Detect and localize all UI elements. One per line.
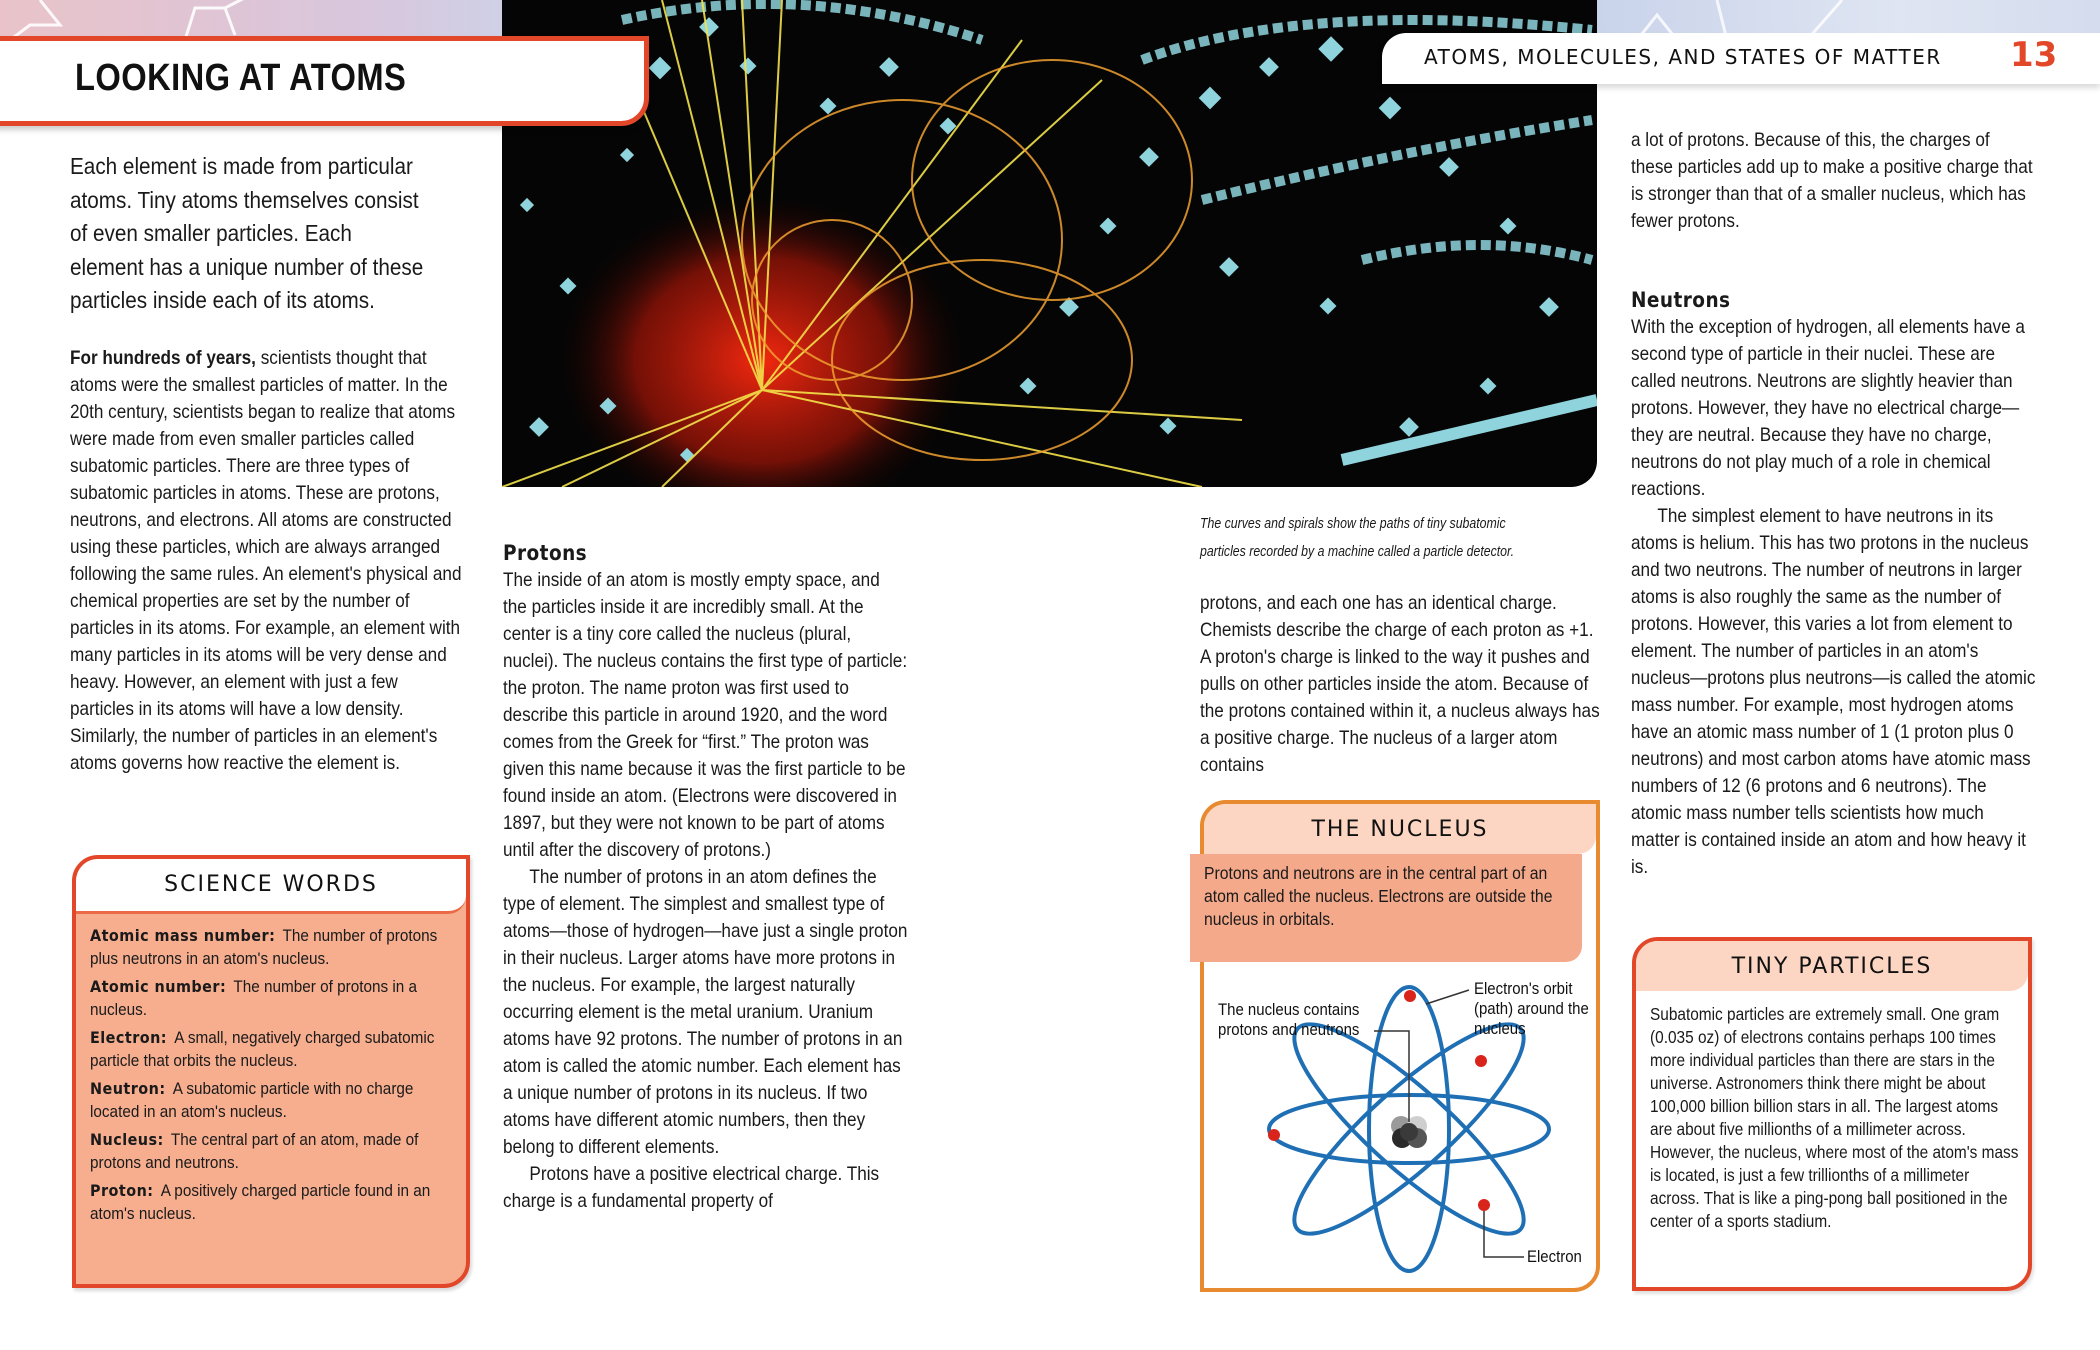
intro-lead: Each element is made from particular atoms. Tiny atoms themselves consist of even smaller particles. Each element has a unique number of these particles inside each of its atoms.: [70, 153, 424, 313]
glossary-term: Electron:: [90, 1028, 168, 1047]
nucleus-text: Protons and neutrons are in the central part of an atom called the nucleus. Electrons are outside the nucleus in orbitals.: [1204, 863, 1553, 929]
glossary-term: Atomic mass number:: [90, 926, 276, 945]
neutrons-heading: Neutrons: [1631, 288, 1731, 312]
electron-label: Electron: [1527, 1247, 1582, 1266]
protons-heading: Protons: [503, 541, 588, 565]
glossary-term: Neutron:: [90, 1079, 166, 1098]
glossary-definition: A subatomic particle with no charge located in an atom's nucleus.: [90, 1079, 414, 1121]
glossary-term: Nucleus:: [90, 1130, 164, 1149]
tiny-particles-box: [1632, 937, 2032, 1291]
glossary-definition: A positively charged particle found in an atom's nucleus.: [90, 1181, 431, 1223]
intro-paragraph: [70, 345, 462, 777]
nucleus-label: The nucleus contains protons and neutrons: [1218, 1000, 1360, 1039]
page-title: LOOKING AT ATOMS: [75, 57, 407, 99]
chapter-title: ATOMS, MOLECULES, AND STATES OF MATTER: [1424, 45, 1942, 69]
glossary-item: [90, 1179, 450, 1225]
protons-paragraph-2: The number of protons in an atom defines the type of element. The simplest and smallest type of atoms—those of hydrogen—have just a single proton in their nucleus. Larger atoms have more protons in the nucleus. For example, the largest naturally occurring element is the metal uranium. Uranium atoms have 92 protons. The number of protons in an atom is called the atomic number. Each element has a unique number of protons in its nucleus. If two atoms have different atomic numbers, then they belong to different elements.: [503, 866, 908, 1158]
glossary-definition: The number of protons in a nucleus.: [90, 977, 418, 1019]
glossary-item: [90, 975, 450, 1021]
nucleus-title: THE NUCLEUS: [1311, 817, 1489, 842]
photo-caption: The curves and spirals show the paths of tiny subatomic particles recorded by a machine called a particle detector.: [1200, 515, 1515, 560]
glossary-item: [90, 924, 450, 970]
running-header: [1382, 33, 2100, 84]
glossary-item: [90, 1077, 450, 1123]
glossary-definition: A small, negatively charged subatomic particle that orbits the nucleus.: [90, 1028, 435, 1070]
protons-section: [503, 540, 908, 1215]
header-background-left: [0, 0, 502, 40]
intro-bold-start: For hundreds of years,: [70, 347, 256, 369]
glossary-item: [90, 1128, 450, 1174]
science-words-header: [76, 859, 466, 914]
glossary-item: [90, 1026, 450, 1072]
neutrons-section: [1631, 287, 2036, 881]
intro-text: scientists thought that atoms were the smallest particles of matter. In the 20th century, scientists began to realize that atoms were made from even smaller particles called subatomic particles. There are three types of subatomic particles in atoms. These are protons, neutrons, and electrons. All atoms are constructed using these particles, which are always arranged following the same rules. An element's physical and chemical properties are set by the number of particles in its atoms. For example, an element with many particles in its atoms will be very dense and heavy. However, an element with just a few particles in its atoms will have a low density. Similarly, the number of particles in an element's atoms governs how reactive the element is.: [70, 347, 462, 774]
protons-continued-end: a lot of protons. Because of this, the charges of these particles add up to make a positive charge that is stronger than that of a smaller nucleus, which has fewer protons.: [1631, 129, 2033, 232]
glossary-term: Atomic number:: [90, 977, 227, 996]
page-title-bar: [0, 36, 649, 126]
atom-diagram: [1204, 804, 1596, 1288]
glossary-term: Proton:: [90, 1181, 154, 1200]
protons-paragraph-1: The inside of an atom is mostly empty space, and the particles inside it are incredibly small. At the center is a tiny core called the nucleus (plural, nuclei). The nucleus contains the first type of particle: the proton. The name proton was first used to describe this particle in around 1920, and the word comes from the Greek for “first.” The proton was given this name because it was the first particle to be found inside an atom. (Electrons were discovered in 1897, but they were not known to be part of atoms until after the discovery of protons.): [503, 569, 908, 861]
neutrons-paragraph-1: With the exception of hydrogen, all elements have a second type of particle in their nuclei. These are called neutrons. Neutrons are slightly heavier than protons. However, they have no electrical charge—they are neutral. Because they have no charge, neutrons do not play much of a role in chemical reactions.: [1631, 316, 2025, 500]
protons-continued: protons, and each one has an identical charge. Chemists describe the charge of each proton as +1. A proton's charge is linked to the way it pushes and pulls on other particles inside the atom. Because of the protons contained within it, a nucleus always has a positive charge. The nucleus of a larger atom contains: [1200, 592, 1600, 776]
glossary-definition: The central part of an atom, made of protons and neutrons.: [90, 1130, 419, 1172]
tiny-particles-header: [1636, 941, 2028, 991]
tiny-particles-title: TINY PARTICLES: [1731, 954, 1933, 979]
science-words-title: SCIENCE WORDS: [164, 872, 378, 897]
tiny-particles-text: Subatomic particles are extremely small. One gram (0.035 oz) of electrons contains perhaps 100 times more individual particles than there are stars in the universe. Astronomers think there might be about 100,000 billion billion stars in all. The largest atoms are about five millionths of a millimeter across. However, the nucleus, where most of the atom's mass is located, is just a few trillionths of a millimeter across. That is like a ping-pong ball positioned in the center of a sports stadium.: [1650, 1004, 2019, 1231]
hexagon-pattern-icon: [0, 0, 502, 40]
science-words-box: [72, 855, 470, 1288]
page-number: 13: [2010, 35, 2058, 75]
nucleus-box: [1200, 800, 1600, 1292]
orbit-label: Electron's orbit (path) around the nucleus: [1474, 979, 1589, 1038]
glossary-list: [76, 914, 466, 1225]
glossary-definition: The number of protons plus neutrons in an atom's nucleus.: [90, 926, 438, 968]
protons-paragraph-3: Protons have a positive electrical charge. This charge is a fundamental property of: [503, 1163, 880, 1212]
neutrons-paragraph-2: The simplest element to have neutrons in its atoms is helium. This has two protons in the nucleus and two neutrons. The number of neutrons in larger atoms is also roughly the same as the number of protons. However, this varies a lot from element to element. The number of particles in an atom's nucleus—protons plus neutrons—is called the atomic mass number. For example, most hydrogen atoms have an atomic mass number of 1 (1 proton plus 0 neutrons) and most carbon atoms have atomic mass numbers of 12 (6 protons and 6 neutrons). The atomic mass number tells scientists how much matter is contained inside an atom and how heavy it is.: [1631, 505, 2036, 878]
